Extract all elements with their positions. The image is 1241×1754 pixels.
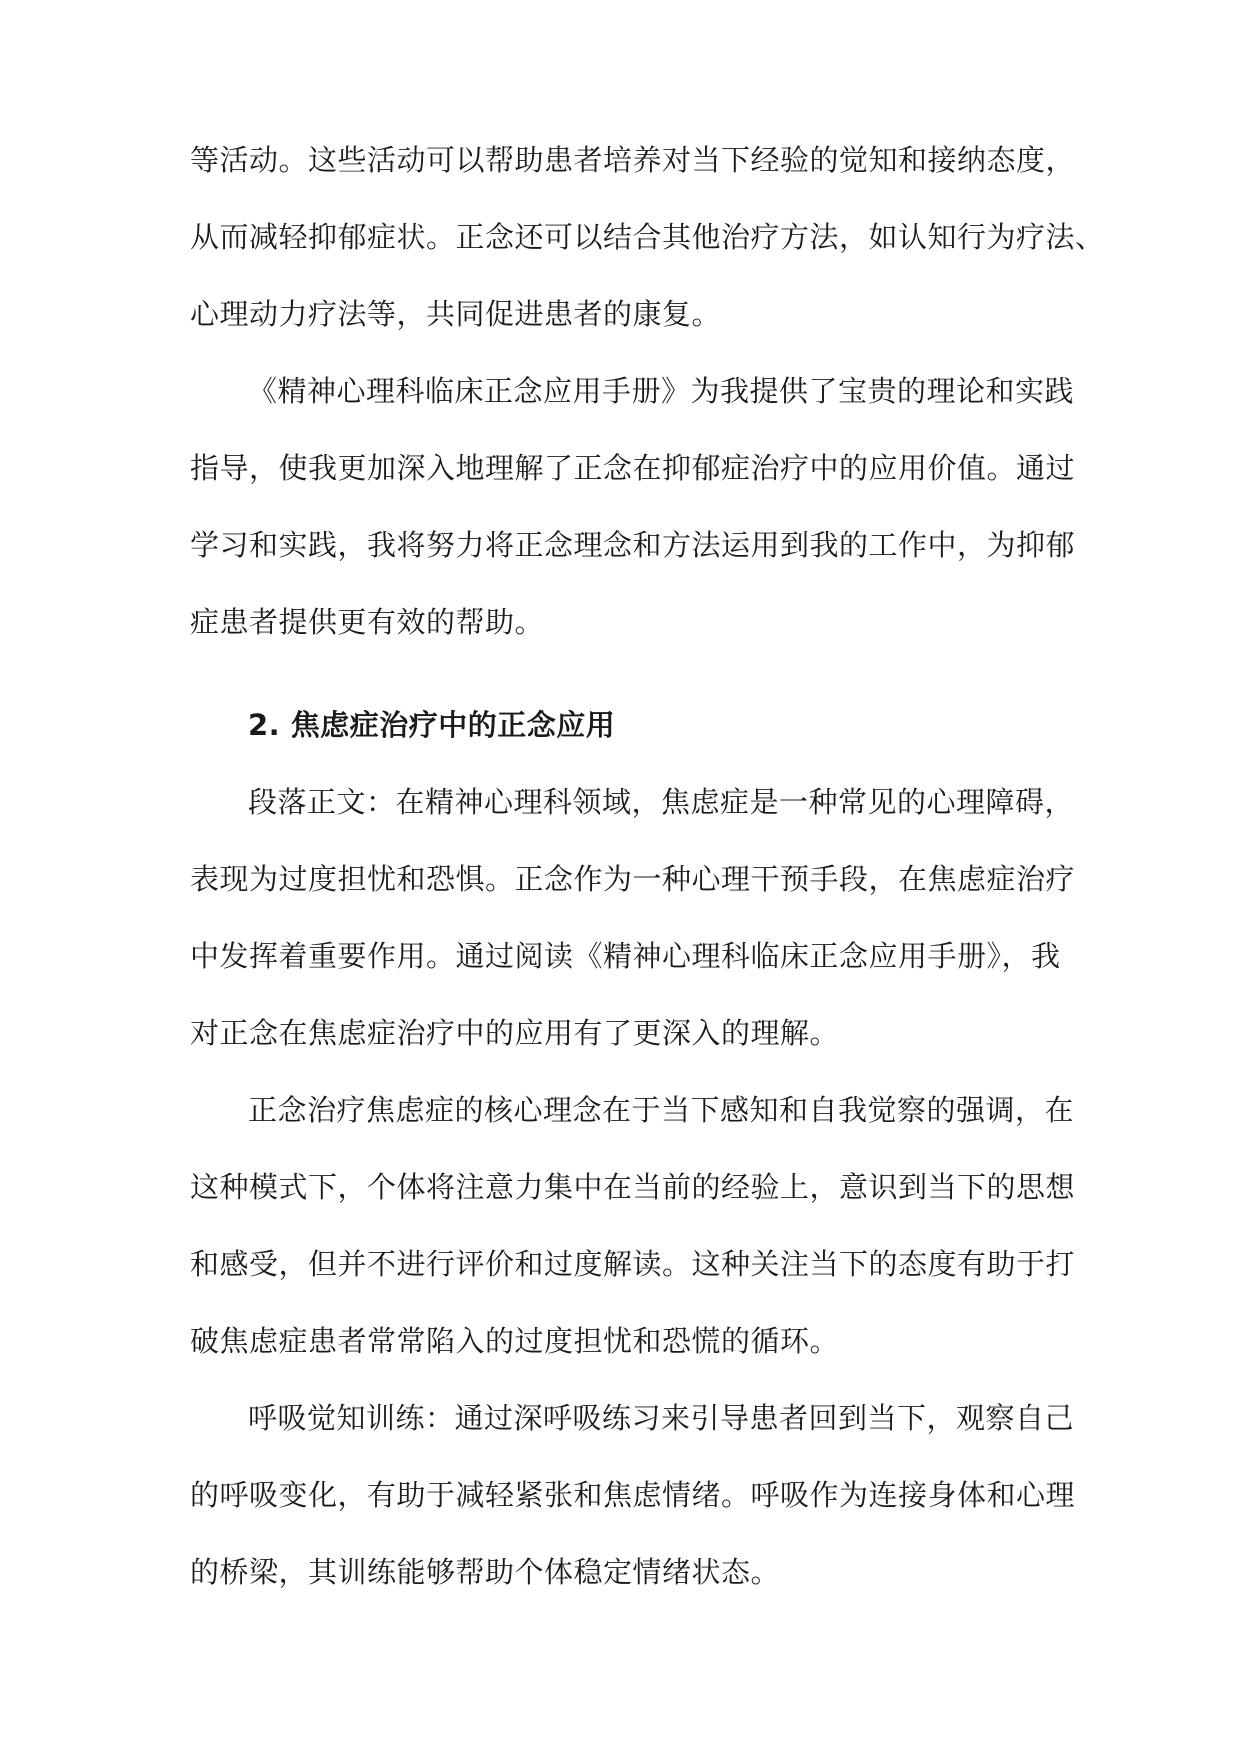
paragraph-2-line-2: 指导，使我更加深入地理解了正念在抑郁症治疗中的应用价值。通过 bbox=[190, 451, 1076, 485]
section-paragraph-3-line-1: 呼吸觉知训练：通过深呼吸练习来引导患者回到当下，观察自己 bbox=[248, 1401, 1075, 1435]
section-paragraph-1-line-3: 中发挥着重要作用。通过阅读《精神心理科临床正念应用手册》，我 bbox=[190, 939, 1061, 973]
section-paragraph-1-line-4: 对正念在焦虑症治疗中的应用有了更深入的理解。 bbox=[190, 1016, 840, 1050]
paragraph-1-line-2: 从而减轻抑郁症状。正念还可以结合其他治疗方法，如认知行为疗法、 bbox=[190, 220, 1105, 254]
paragraph-2-line-4: 症患者提供更有效的帮助。 bbox=[190, 605, 545, 639]
section-paragraph-2-line-4: 破焦虑症患者常常陷入的过度担忧和恐慌的循环。 bbox=[190, 1324, 840, 1358]
paragraph-1-line-1: 等活动。这些活动可以帮助患者培养对当下经验的觉知和接纳态度， bbox=[190, 143, 1076, 177]
paragraph-2-line-1: 《精神心理科临床正念应用手册》为我提供了宝贵的理论和实践 bbox=[248, 374, 1075, 408]
section-paragraph-2-line-2: 这种模式下，个体将注意力集中在当前的经验上，意识到当下的思想 bbox=[190, 1170, 1076, 1204]
section-paragraph-1-line-1: 段落正文：在精神心理科领域，焦虑症是一种常见的心理障碍， bbox=[248, 785, 1075, 819]
section-paragraph-3-line-3: 的桥梁，其训练能够帮助个体稳定情绪状态。 bbox=[190, 1555, 781, 1589]
section-paragraph-3-line-2: 的呼吸变化，有助于减轻紧张和焦虑情绪。呼吸作为连接身体和心理 bbox=[190, 1478, 1076, 1512]
section-paragraph-2-line-1: 正念治疗焦虑症的核心理念在于当下感知和自我觉察的强调，在 bbox=[248, 1093, 1075, 1127]
section-heading: 2. 焦虑症治疗中的正念应用 bbox=[248, 708, 616, 742]
section-paragraph-2-line-3: 和感受，但并不进行评价和过度解读。这种关注当下的态度有助于打 bbox=[190, 1247, 1076, 1281]
paragraph-2-line-3: 学习和实践，我将努力将正念理念和方法运用到我的工作中，为抑郁 bbox=[190, 528, 1076, 562]
paragraph-1-line-3: 心理动力疗法等，共同促进患者的康复。 bbox=[190, 297, 722, 331]
section-paragraph-1-line-2: 表现为过度担忧和恐惧。正念作为一种心理干预手段，在焦虑症治疗 bbox=[190, 862, 1076, 896]
